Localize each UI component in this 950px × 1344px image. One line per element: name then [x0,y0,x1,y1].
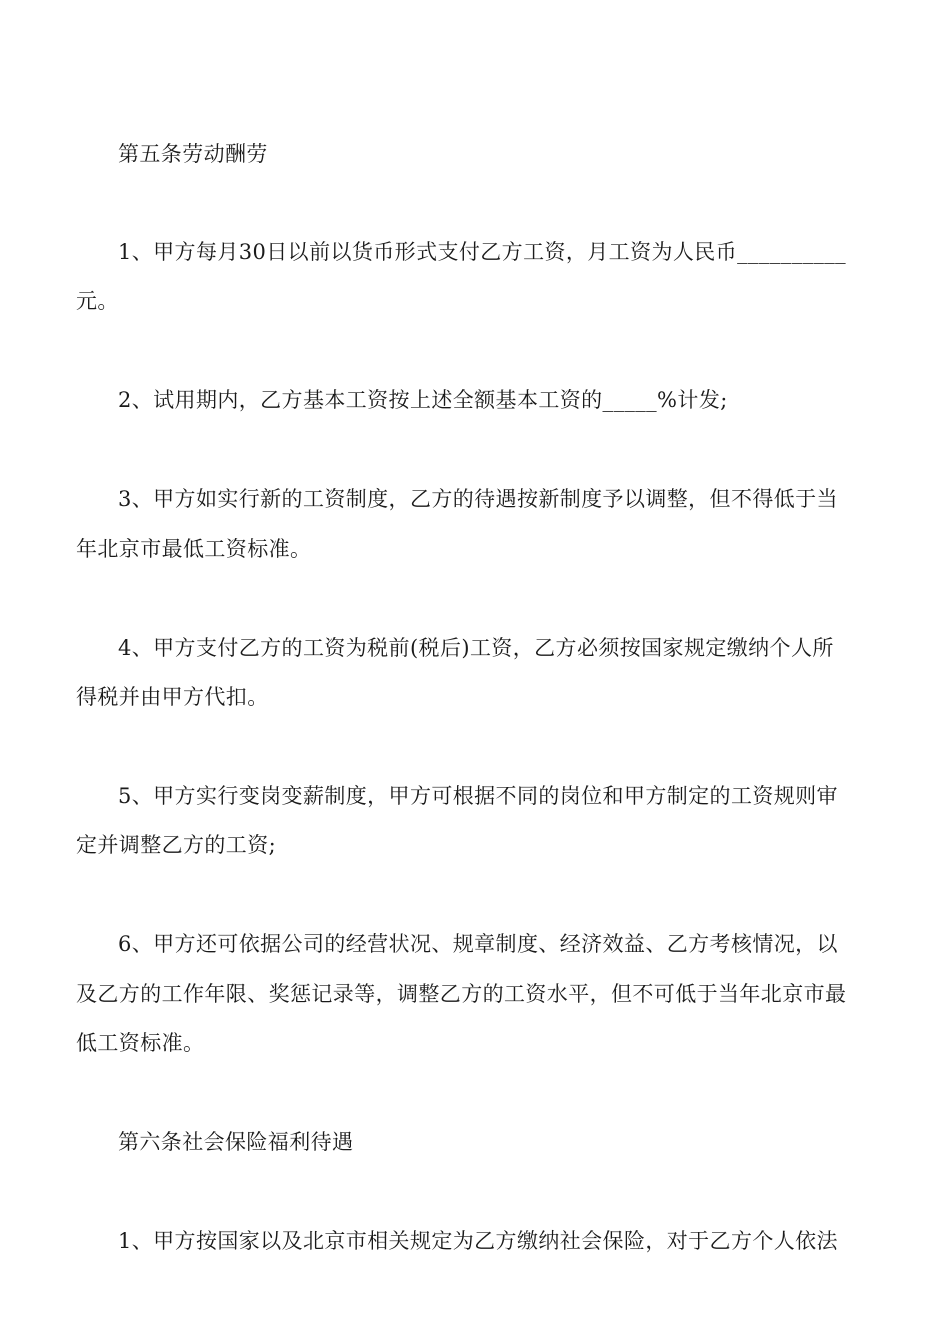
section-5-clause-2-line-1: 2、试用期内，乙方基本工资按上述全额基本工资的_____%计发; [118,388,728,412]
section-5-clause-6-line-3: 低工资标准。 [76,1031,205,1055]
section-5-clause-6-line-1: 6、甲方还可依据公司的经营状况、规章制度、经济效益、乙方考核情况，以 [118,932,838,956]
section-5-clause-1-line-1: 1、甲方每月30日以前以货币形式支付乙方工资，月工资为人民币__________ [118,240,847,264]
section-6-clause-1-line-1: 1、甲方按国家以及北京市相关规定为乙方缴纳社会保险，对于乙方个人依法 [118,1229,838,1253]
section-5-clause-1-line-2: 元。 [76,289,119,313]
section-6-heading: 第六条社会保险福利待遇 [118,1130,354,1154]
section-5-clause-3-line-2: 年北京市最低工资标准。 [76,537,312,561]
section-5-clause-5-line-2: 定并调整乙方的工资; [76,833,277,857]
section-5-clause-3-line-1: 3、甲方如实行新的工资制度，乙方的待遇按新制度予以调整，但不得低于当 [118,487,838,511]
section-5-heading: 第五条劳动酬劳 [118,142,268,166]
section-5-clause-6-line-2: 及乙方的工作年限、奖惩记录等，调整乙方的工资水平，但不可低于当年北京市最 [76,982,847,1006]
section-5-clause-4-line-2: 得税并由甲方代扣。 [76,685,269,709]
section-5-clause-4-line-1: 4、甲方支付乙方的工资为税前(税后)工资，乙方必须按国家规定缴纳个人所 [118,636,834,660]
section-5-clause-5-line-1: 5、甲方实行变岗变薪制度，甲方可根据不同的岗位和甲方制定的工资规则审 [118,784,838,808]
